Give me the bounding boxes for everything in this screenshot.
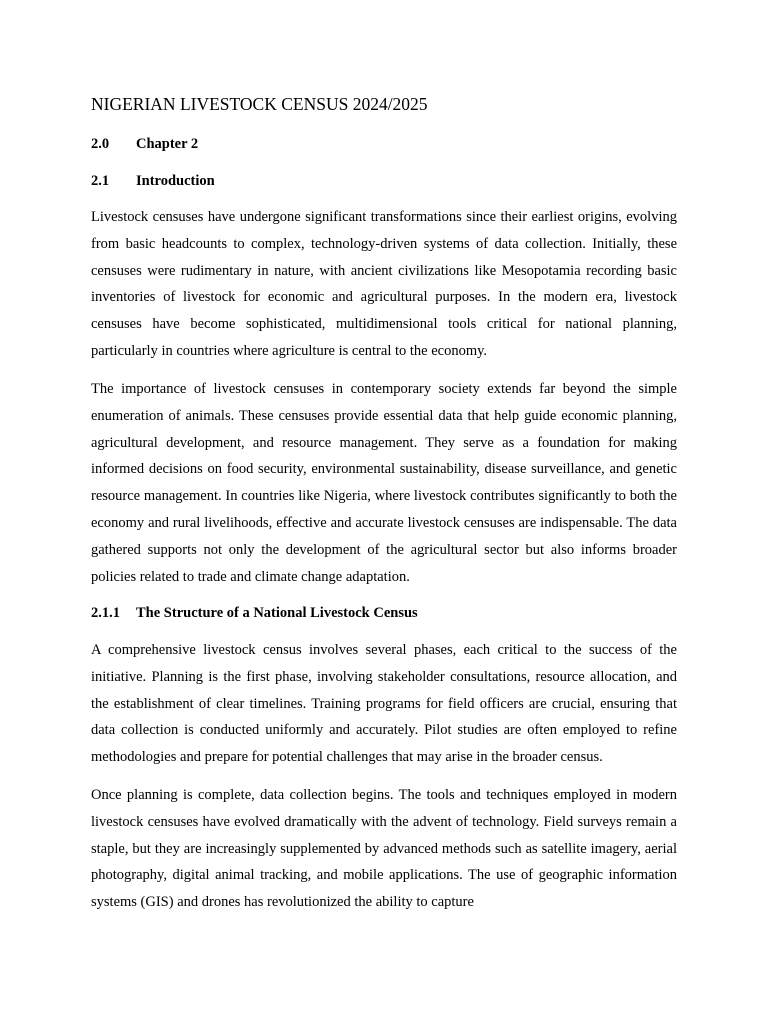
structure-paragraph-2: Once planning is complete, data collection begins. The tools and techniques employed in modern livestock censuses have evolved dramatically with the advent of technology. Field surveys remain a staple, but they are increasingly supplemented by advanced methods such as satellite imagery, aerial photography, digital animal tracking, and mobile applications. The use of geographic information systems (GIS) and drones has revolutionized the ability to capture [91,787,677,911]
section-heading-introduction [91,171,215,191]
section-number: 2.1 [91,173,110,189]
section-label: The Structure of a National Livestock Census [136,605,418,621]
section-heading-structure [91,603,418,623]
document-title: NIGERIAN LIVESTOCK CENSUS 2024/2025 [91,94,428,114]
intro-paragraph-2: The importance of livestock censuses in contemporary society extends far beyond the simple enumeration of animals. These censuses provide essential data that help guide economic planning, agricultural development, and resource management. They serve as a foundation for making informed decisions on food security, environmental sustainability, disease surveillance, and genetic resource management. In countries like Nigeria, where livestock contributes significantly to both the economy and rural livelihoods, effective and accurate livestock censuses are indispensable. The data gathered supports not only the development of the agricultural sector but also informs broader policies related to trade and climate change adaptation. [91,381,677,585]
chapter-label: Chapter 2 [136,136,199,152]
section-number: 2.1.1 [91,605,120,621]
structure-paragraph-1: A comprehensive livestock census involves several phases, each critical to the success of the initiative. Planning is the first phase, involving stakeholder consultations, resource allocation, and the establishment of clear timelines. Training programs for field officers are crucial, ensuring that data collection is conducted uniformly and accurately. Pilot studies are often employed to refine methodologies and prepare for potential challenges that may arise in the broader census. [91,642,677,766]
section-label: Introduction [136,173,215,189]
chapter-number: 2.0 [91,136,110,152]
intro-paragraph-1: Livestock censuses have undergone significant transformations since their earliest origins, evolving from basic headcounts to complex, technology-driven systems of data collection. Initially, these censuses were rudimentary in nature, with ancient civilizations like Mesopotamia recording basic inventories of livestock for economic and agricultural purposes. In the modern era, livestock censuses have become sophisticated, multidimensional tools critical for national planning, particularly in countries where agriculture is central to the economy. [91,209,677,359]
chapter-heading [91,134,198,154]
